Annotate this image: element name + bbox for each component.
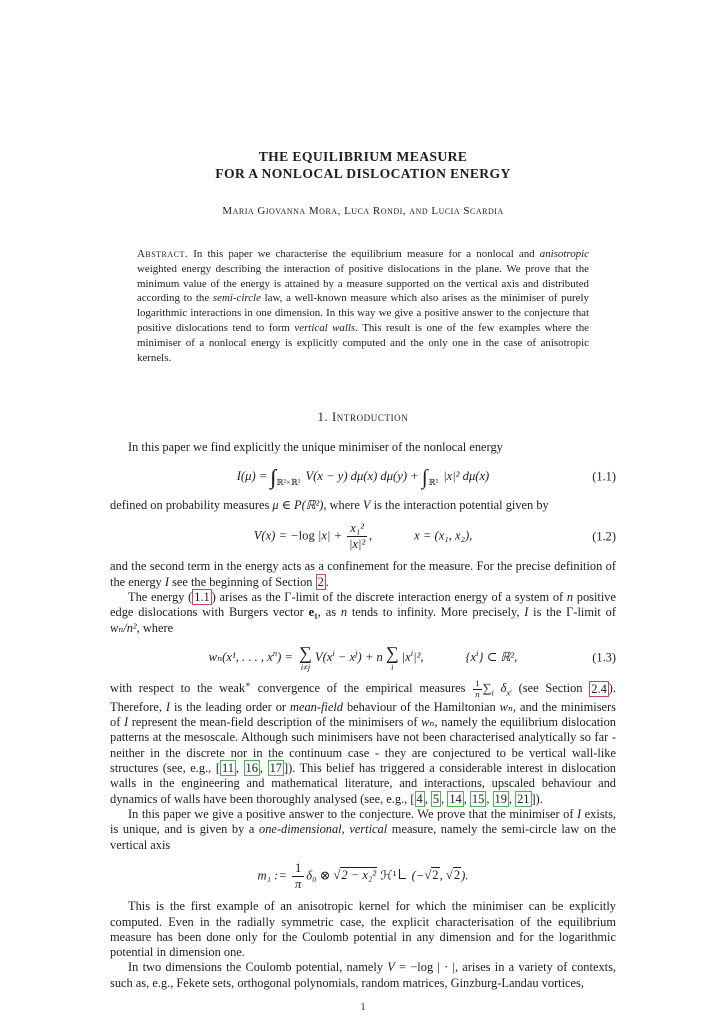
math-inline: δ xyxy=(493,681,507,696)
text-run: , as xyxy=(317,605,341,620)
text-run: , xyxy=(441,791,448,806)
math-subscript: i xyxy=(491,687,494,698)
math-inline: I xyxy=(123,715,129,730)
text-run: , xyxy=(508,791,516,806)
paragraph-defined-on xyxy=(110,498,616,513)
paragraph-second-term xyxy=(110,559,616,590)
text-run: , xyxy=(424,791,431,806)
text-run: , xyxy=(259,761,268,776)
cite-21[interactable]: 21 xyxy=(517,791,530,806)
math-superscript: i xyxy=(410,647,414,658)
math-text: ℋ¹ xyxy=(377,868,397,883)
math-inline: V xyxy=(362,497,371,512)
text-run: , and the minimisers of xyxy=(110,699,616,730)
equation-number: (1.3) xyxy=(592,650,616,665)
integral-symbol: ∫ xyxy=(421,464,428,489)
radicand: 2 − x₂² xyxy=(341,868,377,883)
paragraph-coulomb xyxy=(110,960,616,991)
fraction xyxy=(292,862,304,891)
text-run: weighted energy describing the interaction of positive dislocations in the plane. We prove that the minimum value of the energy is attained by a measure supported on the vertical axis and distributed according to the xyxy=(137,262,589,305)
paragraph-energy-gamma-limit xyxy=(110,590,616,636)
inline-fraction xyxy=(473,679,481,699)
paper-title xyxy=(110,148,616,182)
cite-4[interactable]: 4 xyxy=(416,791,423,806)
math-text: − x xyxy=(334,650,356,665)
text-run: ). Therefore, xyxy=(110,681,617,714)
emphasis-text: semi-circle xyxy=(212,292,261,305)
math-text: {x xyxy=(465,650,477,665)
math-text: x = (x₁, x₂), xyxy=(414,528,473,543)
math-text: ) + n xyxy=(357,650,383,665)
math-text: |x|² dμ(x) xyxy=(443,468,490,483)
emphasis-text: mean-field xyxy=(290,699,343,714)
text-run: (see Section xyxy=(511,681,590,696)
cite-19[interactable]: 19 xyxy=(494,791,507,806)
text-run: is the interaction potential given by xyxy=(370,497,549,512)
text-run: and the second term in the energy acts as a confinement for the measure. For the precise definition of the energy xyxy=(110,559,616,589)
fraction-numerator: 1 xyxy=(475,678,480,689)
math-text: V(x) = − xyxy=(253,528,299,543)
summation xyxy=(385,642,399,672)
text-run: is the leading order or xyxy=(170,699,290,714)
math-bold-vector: e₁ xyxy=(308,605,318,620)
text-run: tends to infinity. More precisely, xyxy=(347,605,525,620)
math-inline: n xyxy=(566,590,574,604)
math-text: ). xyxy=(461,868,469,883)
paragraph-positive-answer xyxy=(110,807,616,853)
sum-symbol: ∑ xyxy=(482,681,492,696)
text-run: convergence of the empirical measures xyxy=(250,681,473,696)
radical-symbol: √ xyxy=(333,868,341,883)
math-inline: wₙ xyxy=(421,715,435,730)
math-text: , xyxy=(439,868,446,883)
text-run: with respect to the weak xyxy=(110,681,246,696)
ref-section-2[interactable]: 2 xyxy=(317,574,324,589)
text-run: In two dimensions the Coulomb potential, namely xyxy=(128,960,388,975)
text-run: ]). xyxy=(531,791,543,806)
text-run: , xyxy=(235,761,244,776)
radical-symbol: √ xyxy=(445,868,453,883)
math-inline: wₙ xyxy=(499,699,513,714)
fraction-denominator: n xyxy=(475,689,480,700)
text-run: In this paper we give a positive answer to the conjecture. We prove that the minimiser of xyxy=(128,806,578,821)
math-text: m₁ := xyxy=(257,868,290,883)
abstract-label: Abstract. xyxy=(137,248,189,260)
math-subscript: xⁱ xyxy=(506,687,512,698)
text-run: , where xyxy=(323,497,363,512)
math-inline: I xyxy=(577,806,582,821)
cite-5[interactable]: 5 xyxy=(432,791,440,806)
fraction xyxy=(347,522,367,551)
fraction-denominator: |x|² xyxy=(348,537,366,552)
square-root xyxy=(333,868,377,883)
math-text: |x xyxy=(401,650,411,665)
text-run: , namely the equilibrium dislocation patterns at the mesoscale. Although such minimisers have not been characterised analytically so far - neither in the discrete nor in the continuum case - they are conjectured to be vertical wall-like structures (see, e.g., [ xyxy=(110,715,616,776)
text-run: behaviour of the Hamiltonian xyxy=(343,699,500,714)
integral-domain: ℝ² xyxy=(428,476,439,487)
cite-11[interactable]: 11 xyxy=(221,761,234,776)
text-run: see the beginning of Section xyxy=(168,574,316,589)
title-line-2: FOR A NONLOCAL DISLOCATION ENERGY xyxy=(215,166,511,181)
text-run: measure, namely the semi-circle law on the vertical axis xyxy=(110,822,616,852)
sum-limits: i xyxy=(391,661,394,672)
text-run: . xyxy=(325,574,329,589)
text-run: . This result is one of the few examples where the minimiser of a nonlocal energy is explicitly computed and the only one in the case of anisotropic kernels. xyxy=(137,321,589,364)
fraction-numerator: x₁² xyxy=(347,522,367,537)
text-run: , where xyxy=(136,620,174,635)
cite-14[interactable]: 14 xyxy=(449,791,462,806)
square-root xyxy=(446,868,461,883)
text-run: defined on probability measures xyxy=(110,497,273,512)
math-superscript: n xyxy=(272,647,278,658)
equation-semicircle xyxy=(110,860,616,893)
paragraph-weak-star xyxy=(110,679,616,806)
math-text: wₙ(x¹, . . . , x xyxy=(208,650,273,665)
math-text: |x| + xyxy=(314,528,346,543)
title-line-1: THE EQUILIBRIUM MEASURE xyxy=(258,149,468,164)
sum-symbol: ∑ xyxy=(385,642,399,663)
sum-limits: i≠j xyxy=(300,661,311,672)
page-number: 1 xyxy=(360,1002,366,1014)
math-text: (− xyxy=(408,868,425,883)
abstract-block xyxy=(137,247,589,365)
math-text: V(x xyxy=(314,650,333,665)
math-text: δ₀ ⊗ xyxy=(306,868,334,883)
square-root xyxy=(424,868,439,883)
equation-1-1 xyxy=(110,463,616,492)
ref-section-2-4[interactable]: 2.4 xyxy=(591,681,607,696)
math-operator: log xyxy=(298,528,315,543)
radicand: 2 xyxy=(453,868,461,883)
math-inline: n xyxy=(340,605,348,620)
equation-1-2 xyxy=(110,520,616,553)
paragraph-first-example: This is the first example of an anisotropic kernel for which the minimiser can be explicitly computed. Even in the radially symmetric case, the explicit characterisation of the equilibrium measure has been done only for the Coulomb potential in any dimension and for the logarithmic potential in dimension one. xyxy=(110,899,616,960)
math-inline: wₙ/n² xyxy=(110,620,137,635)
sum-symbol: ∑ xyxy=(299,642,312,663)
text-run: positive edge dislocations with Burgers vector xyxy=(110,590,616,620)
radicand: 2 xyxy=(432,868,439,883)
summation xyxy=(299,642,312,672)
text-run: In this paper we characterise the equilibrium measure for a nonlocal and xyxy=(188,248,540,260)
text-run: represent the mean-field description of the minimisers of xyxy=(128,715,422,730)
text-run: = −log | · |, arises in a variety of contexts, such as, e.g., Fekete sets, orthogonal polynomials, random matrices, Ginzburg-Landau vortices, xyxy=(110,960,616,990)
cite-17[interactable]: 17 xyxy=(269,761,282,776)
text-run: , xyxy=(463,791,470,806)
text-run: , xyxy=(486,791,493,806)
text-run: law, a well-known measure which also arises as the minimiser of purely logarithmic interactions in one dimension. In this way we give a positive answer to the conjecture that positive dislocations tend to form xyxy=(137,292,589,334)
math-inline: I xyxy=(164,574,169,589)
integral-domain: ℝ²×ℝ² xyxy=(276,476,301,487)
emphasis-text: anisotropic xyxy=(539,248,589,260)
math-text: } ⊂ ℝ², xyxy=(478,650,518,665)
emphasis-text: vertical walls xyxy=(294,321,356,334)
radical-symbol: √ xyxy=(424,868,432,883)
math-inline: I xyxy=(165,699,171,714)
math-inline: I xyxy=(524,605,529,620)
text-run: is the Γ-limit of xyxy=(528,605,616,620)
equation-number: (1.2) xyxy=(592,529,616,544)
math-superscript: ∗ xyxy=(245,679,251,690)
text-run: exists, is unique, and is given by a xyxy=(110,806,617,837)
math-text: |², xyxy=(413,650,424,665)
math-text: ) = xyxy=(277,650,297,665)
math-superscript: i xyxy=(476,647,479,658)
fraction-denominator: π xyxy=(294,877,302,892)
cite-15[interactable]: 15 xyxy=(471,791,485,806)
equation-1-3 xyxy=(110,643,616,674)
paper-content xyxy=(110,0,616,1013)
restriction-symbol xyxy=(399,869,406,879)
fraction-numerator: 1 xyxy=(292,862,304,877)
text-run: ) arises as the Γ-limit of the discrete interaction energy of a system of xyxy=(211,590,567,604)
math-text: V(x − y) dμ(x) dμ(y) + xyxy=(305,468,422,483)
math-inline: μ ∈ P(ℝ²) xyxy=(272,497,324,512)
math-superscript: j xyxy=(355,647,358,658)
cite-16[interactable]: 16 xyxy=(245,761,258,776)
ref-equation-1-1[interactable]: 1.1 xyxy=(194,590,210,604)
authors-line: Maria Giovanna Mora, Luca Rondi, and Lucia Scardia xyxy=(222,205,504,217)
math-superscript: i xyxy=(332,647,335,658)
math-inline: V xyxy=(387,960,395,975)
paragraph-intro: In this paper we find explicitly the unique minimiser of the nonlocal energy xyxy=(128,440,503,455)
text-run: ]). This belief has triggered a considerable interest in dislocation walls in the engineering and mathematical literature, and interactions, upscaled behaviour and dynamics of walls have been thoroughly analysed (see, e.g., [ xyxy=(110,761,616,806)
math-text: I(μ) = xyxy=(236,468,271,483)
math-text: , xyxy=(368,528,373,543)
emphasis-text: one-dimensional, vertical xyxy=(259,822,388,837)
text-run: The energy ( xyxy=(128,590,193,604)
equation-number: (1.1) xyxy=(592,469,616,484)
section-heading: 1. Introduction xyxy=(317,410,409,425)
